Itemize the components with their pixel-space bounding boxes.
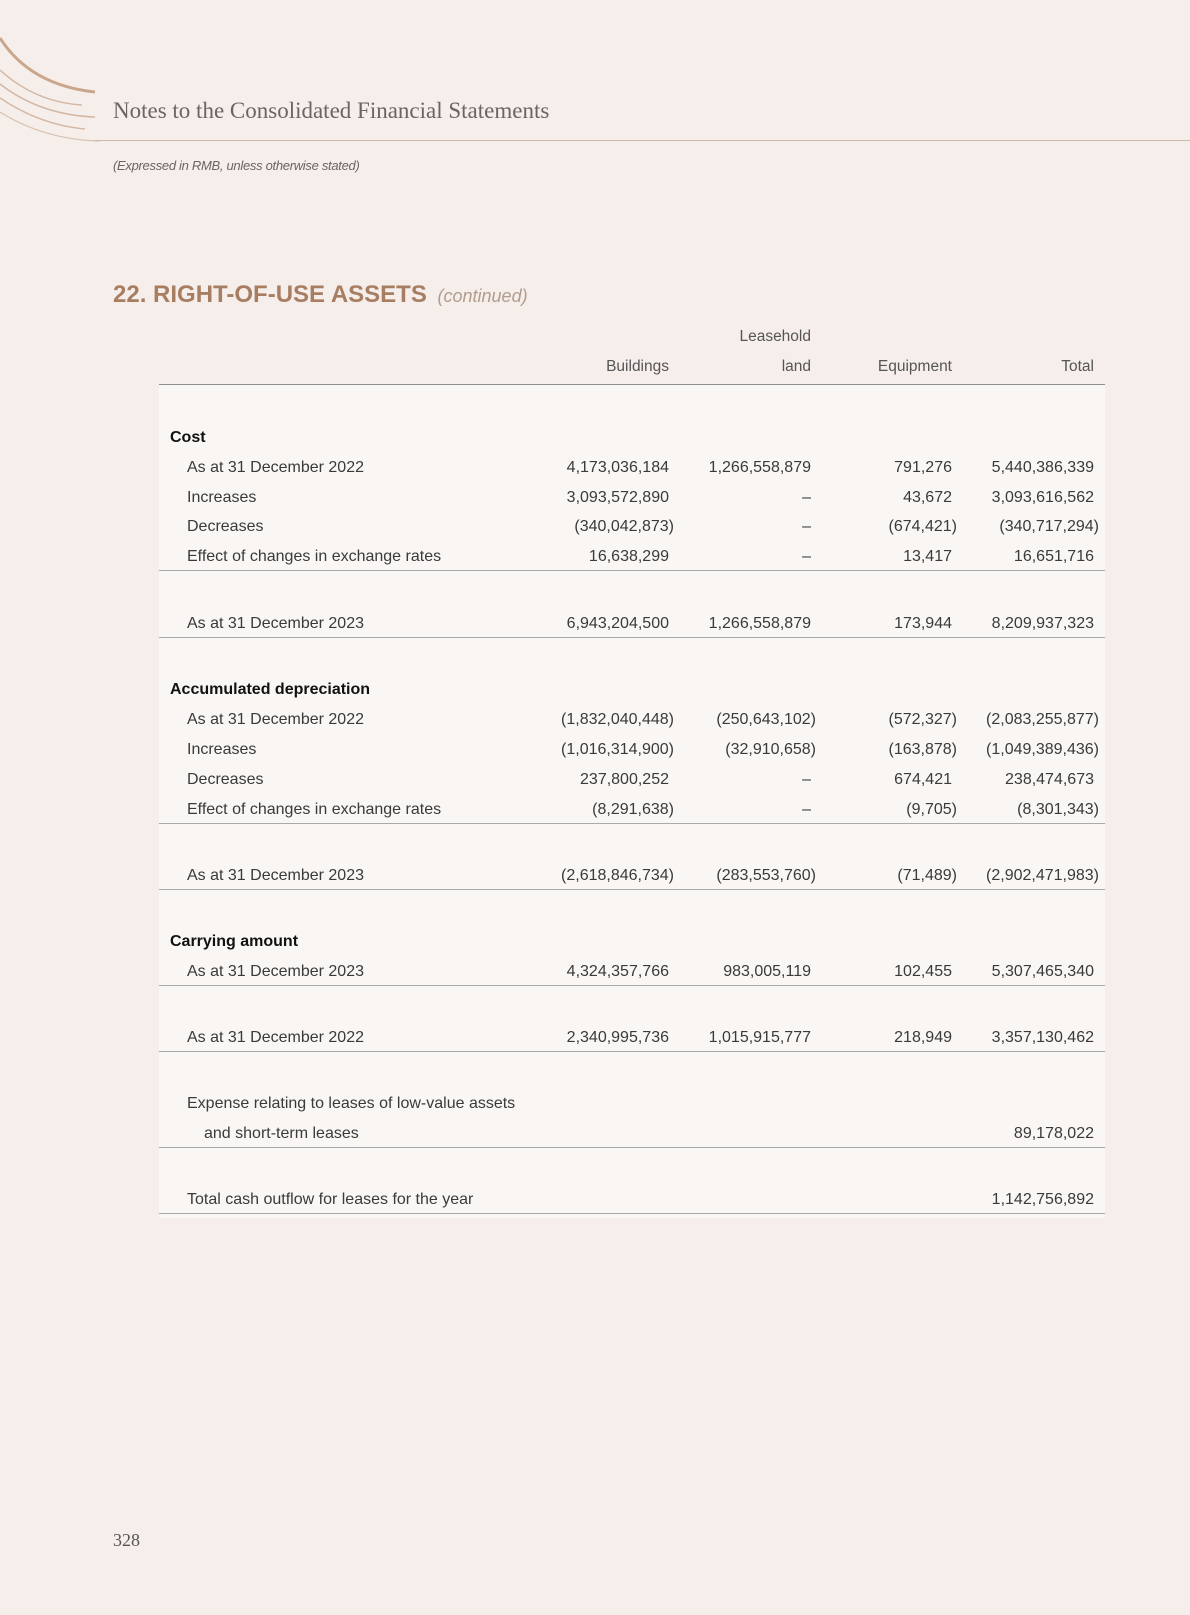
- table-row: [159, 425, 1105, 451]
- cell-buildings: (1,016,314,900): [561, 741, 674, 758]
- col-header-leasehold-top: Leasehold: [739, 328, 811, 345]
- row-label: As at 31 December 2022: [187, 459, 364, 476]
- col-header-equipment: Equipment: [877, 358, 952, 375]
- row-label: Carrying amount: [170, 933, 299, 950]
- cell-total: 238,474,673: [1005, 771, 1094, 788]
- cell-total: (2,902,471,983): [986, 867, 1099, 884]
- cell-leasehold-land: 1,015,915,777: [708, 1029, 811, 1046]
- row-label: As at 31 December 2023: [187, 867, 364, 884]
- cell-total: (8,301,343): [1017, 801, 1099, 818]
- col-header-total: Total: [1061, 358, 1094, 375]
- cell-leasehold-land: (250,643,102): [716, 711, 816, 728]
- row-label: As at 31 December 2022: [187, 1029, 364, 1046]
- row-label: Expense relating to leases of low-value assets: [187, 1095, 516, 1112]
- cell-total: (2,083,255,877): [986, 711, 1099, 728]
- cell-total: 1,142,756,892: [991, 1191, 1094, 1208]
- col-header-leasehold-bottom: land: [781, 358, 811, 375]
- cell-equipment: (674,421): [888, 518, 957, 535]
- table-row: [159, 514, 1105, 540]
- cell-leasehold-land: –: [802, 548, 811, 565]
- cell-leasehold-land: (32,910,658): [725, 741, 816, 758]
- row-label: Total cash outflow for leases for the year: [187, 1191, 474, 1208]
- cell-buildings: 2,340,995,736: [566, 1029, 669, 1046]
- cell-buildings: 16,638,299: [588, 548, 669, 565]
- row-label: and short-term leases: [204, 1125, 359, 1142]
- cell-equipment: (572,327): [888, 711, 957, 728]
- row-label: Increases: [187, 741, 257, 758]
- row-label: Accumulated depreciation: [170, 681, 371, 698]
- header-rule: [159, 384, 1105, 385]
- row-label: Effect of changes in exchange rates: [187, 548, 442, 565]
- cell-leasehold-land: –: [802, 771, 811, 788]
- cell-buildings: (2,618,846,734): [561, 867, 674, 884]
- cell-leasehold-land: –: [802, 518, 811, 535]
- cell-total: 3,357,130,462: [991, 1029, 1094, 1046]
- cell-equipment: 43,672: [903, 489, 952, 506]
- cell-equipment: 674,421: [894, 771, 952, 788]
- cell-total: 5,307,465,340: [991, 963, 1094, 980]
- row-label: Effect of changes in exchange rates: [187, 801, 442, 818]
- row-label: Decreases: [187, 518, 264, 535]
- row-label: Increases: [187, 489, 257, 506]
- row-label: Cost: [170, 429, 206, 446]
- section-continued: (continued): [437, 286, 528, 306]
- section-heading: [113, 281, 528, 309]
- cell-leasehold-land: 1,266,558,879: [708, 459, 811, 476]
- table-row: [159, 1091, 1105, 1117]
- cell-equipment: 173,944: [894, 615, 952, 632]
- cell-total: 5,440,386,339: [991, 459, 1094, 476]
- cell-leasehold-land: –: [802, 801, 811, 818]
- row-label: Decreases: [187, 771, 264, 788]
- cell-total: 8,209,937,323: [991, 615, 1094, 632]
- currency-note: (Expressed in RMB, unless otherwise stated): [113, 158, 360, 173]
- header-divider: [95, 140, 1190, 141]
- page-number: 328: [113, 1530, 140, 1550]
- table-row: [159, 707, 1105, 733]
- cell-buildings: (8,291,638): [592, 801, 674, 818]
- cell-total: (340,717,294): [999, 518, 1099, 535]
- cell-buildings: 4,324,357,766: [566, 963, 669, 980]
- cell-buildings: 237,800,252: [580, 771, 669, 788]
- cell-leasehold-land: 983,005,119: [723, 963, 811, 980]
- cell-equipment: 218,949: [894, 1029, 952, 1046]
- running-header-title: Notes to the Consolidated Financial Statements: [113, 98, 550, 123]
- table-row: [159, 1121, 1105, 1148]
- table-row: [159, 959, 1105, 986]
- cell-leasehold-land: –: [802, 489, 811, 506]
- cell-equipment: 13,417: [903, 548, 952, 565]
- cell-total: 89,178,022: [1013, 1125, 1094, 1142]
- cell-leasehold-land: (283,553,760): [716, 867, 816, 884]
- table-row: [159, 929, 1105, 955]
- table-row: [159, 1187, 1105, 1214]
- table-row: [159, 863, 1105, 890]
- decorative-arcs-icon: [0, 0, 100, 150]
- cell-equipment: 102,455: [894, 963, 952, 980]
- cell-equipment: (163,878): [888, 741, 957, 758]
- cell-buildings: 4,173,036,184: [566, 459, 669, 476]
- row-label: As at 31 December 2023: [187, 615, 364, 632]
- cell-total: (1,049,389,436): [986, 741, 1099, 758]
- table-row: [159, 677, 1105, 703]
- cell-equipment: (9,705): [906, 801, 957, 818]
- cell-total: 3,093,616,562: [991, 489, 1094, 506]
- cell-buildings: 3,093,572,890: [566, 489, 669, 506]
- col-header-buildings: Buildings: [606, 358, 669, 375]
- cell-total: 16,651,716: [1013, 548, 1094, 565]
- row-label: As at 31 December 2023: [187, 963, 364, 980]
- section-title: RIGHT-OF-USE ASSETS: [153, 281, 427, 308]
- cell-leasehold-land: 1,266,558,879: [708, 615, 811, 632]
- table-row: [159, 611, 1105, 638]
- table-row: [159, 767, 1105, 793]
- cell-buildings: (340,042,873): [574, 518, 674, 535]
- row-label: As at 31 December 2022: [187, 711, 364, 728]
- table-row: [159, 485, 1105, 511]
- cell-buildings: 6,943,204,500: [566, 615, 669, 632]
- table-row: [159, 455, 1105, 481]
- section-number: 22.: [113, 281, 147, 308]
- table-row: [159, 1025, 1105, 1052]
- cell-equipment: (71,489): [897, 867, 957, 884]
- cell-equipment: 791,276: [894, 459, 952, 476]
- cell-buildings: (1,832,040,448): [561, 711, 674, 728]
- table-row: [159, 544, 1105, 571]
- table-row: [159, 797, 1105, 824]
- table-row: [159, 737, 1105, 763]
